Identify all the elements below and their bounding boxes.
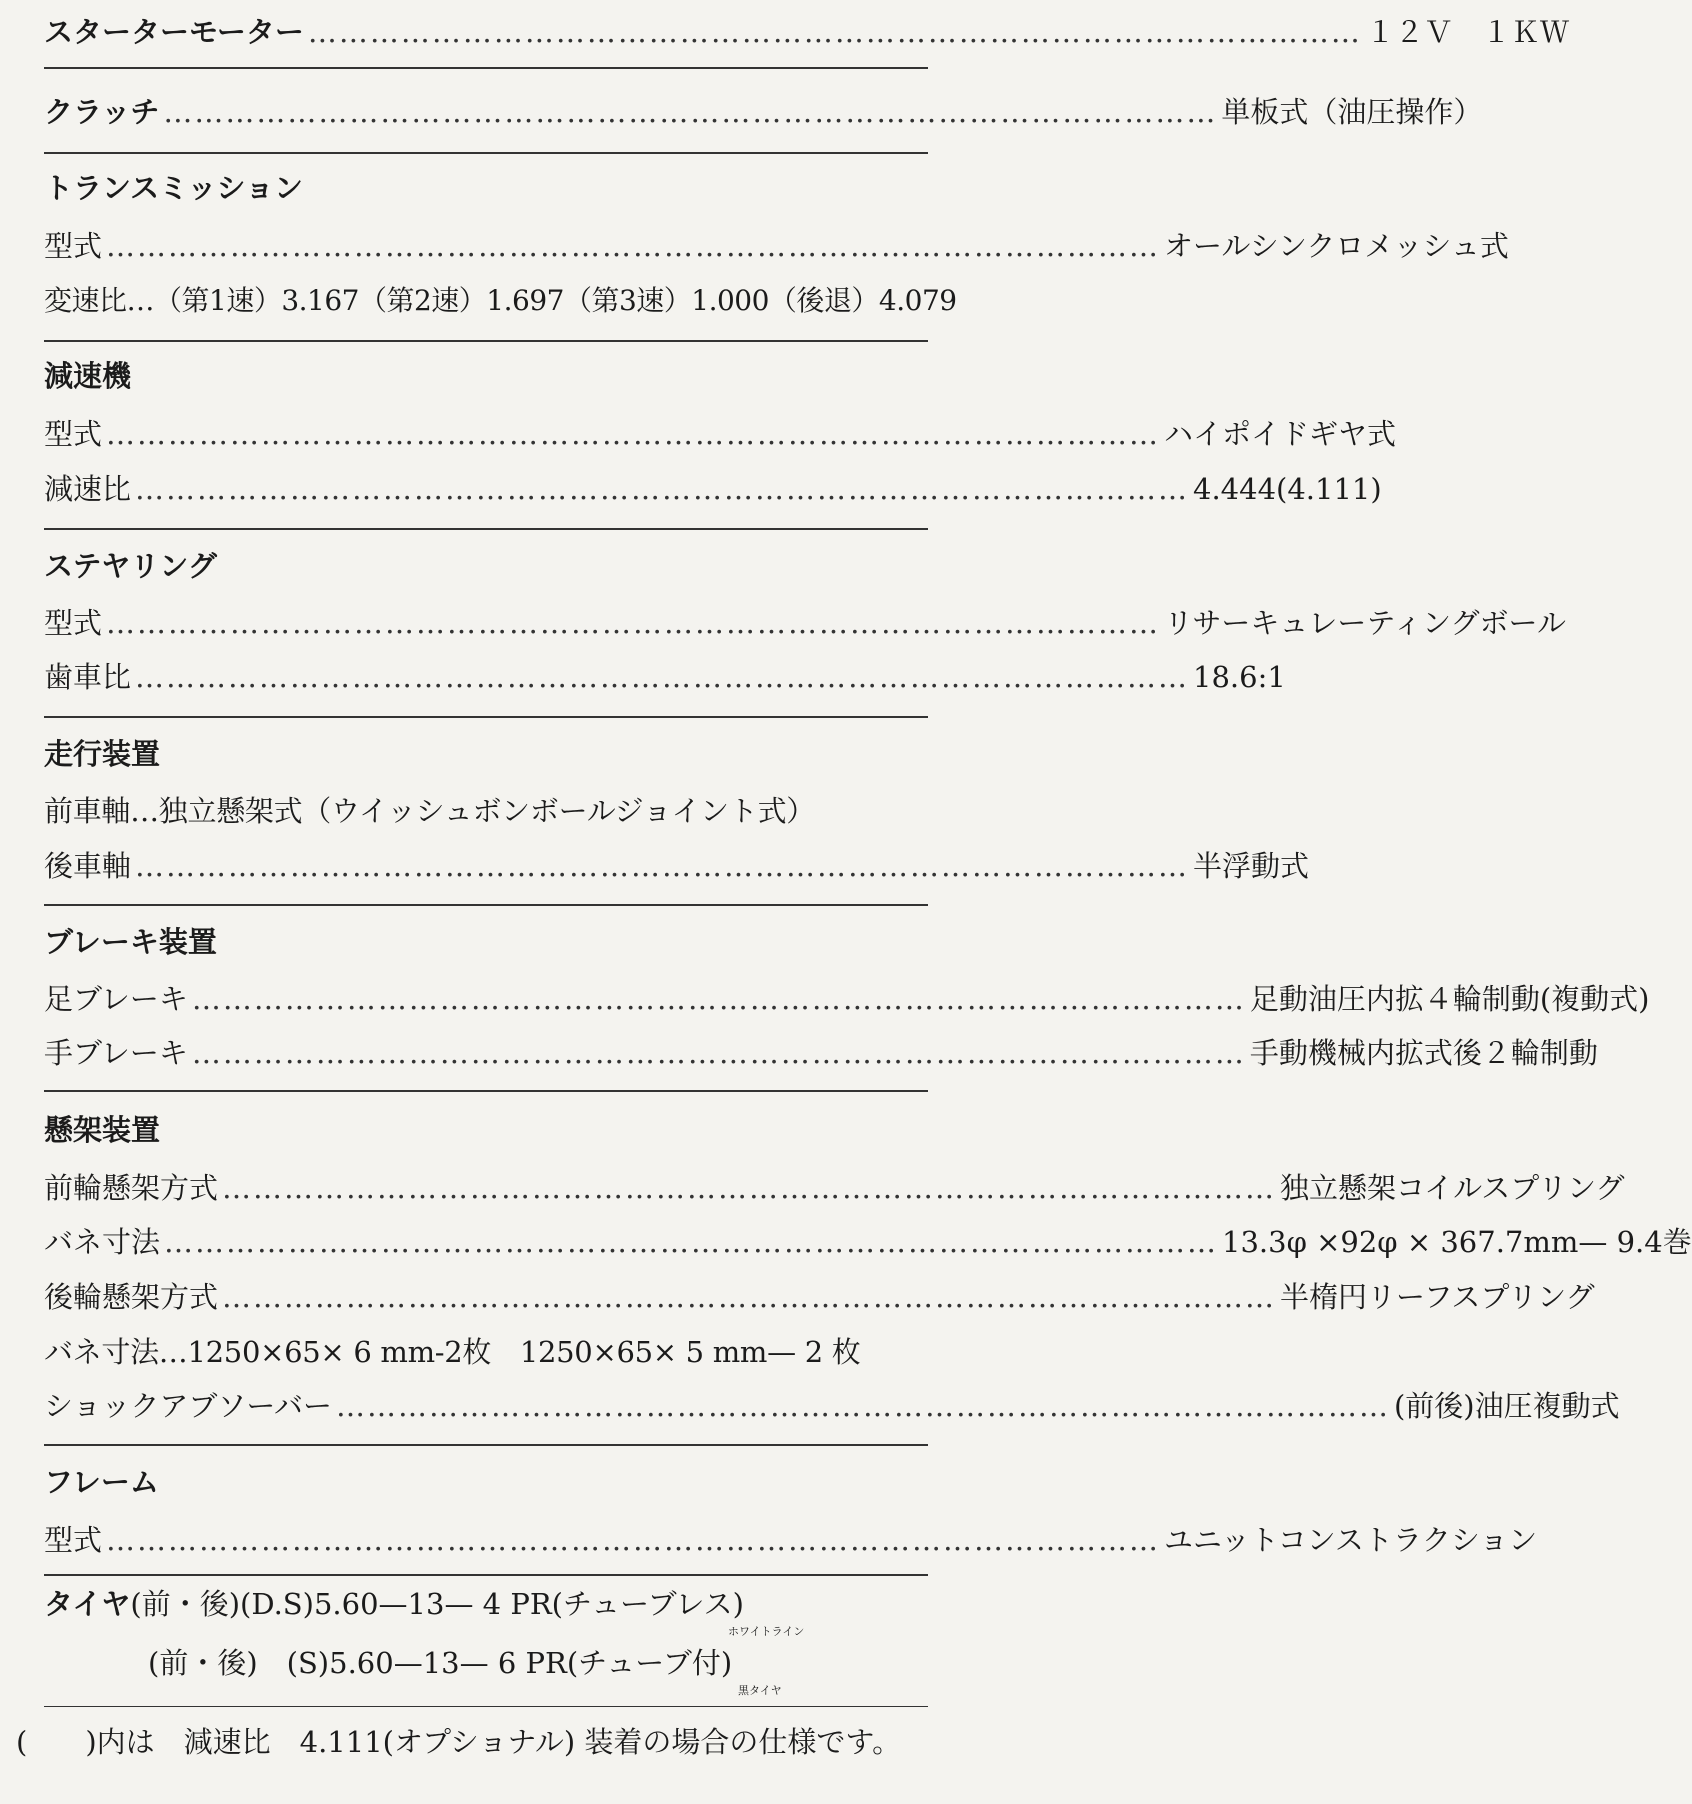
spec-value: 13.3φ ×92φ × 367.7mm— 9.4巻 xyxy=(1222,1225,1692,1259)
spec-rear-suspension xyxy=(44,1277,1595,1317)
spec-foot-brake xyxy=(44,979,1650,1019)
spec-value: (前後)油圧複動式 xyxy=(1393,1389,1620,1423)
dot-leader: ………………………………………………………………………………………… xyxy=(106,606,1161,640)
dot-leader: ………………………………………………………………………………………… xyxy=(222,1280,1277,1314)
section-heading-steering: ステヤリング xyxy=(44,549,217,583)
spec-label: 前輪懸架方式 xyxy=(44,1171,219,1205)
spec-front-axle: 前車軸…独立懸架式（ウイッシュボンボールジョイント式） xyxy=(44,794,815,828)
spec-label: タイヤ xyxy=(44,1587,131,1621)
spec-label: 型式 xyxy=(44,1523,103,1557)
spec-front-suspension xyxy=(44,1168,1625,1208)
spec-rear-spring: バネ寸法…1250×65× 6 mm-2枚 1250×65× 5 mm— 2 枚 xyxy=(44,1335,861,1369)
spec-label: 減速比 xyxy=(44,472,132,506)
dot-leader: ………………………………………………………………………………………… xyxy=(106,229,1161,263)
spec-label: スターターモーター xyxy=(44,15,304,49)
section-divider xyxy=(44,716,928,718)
dot-leader: ………………………………………………………………………………………… xyxy=(163,95,1218,129)
spec-label: ショックアブソーバー xyxy=(44,1389,332,1423)
spec-starter xyxy=(44,12,1569,52)
spec-value: 半楕円リーフスプリング xyxy=(1280,1280,1595,1314)
spec-transmission-type xyxy=(44,226,1509,266)
dot-leader: ………………………………………………………………………………………… xyxy=(106,1523,1161,1557)
spec-label: 後輪懸架方式 xyxy=(44,1280,219,1314)
spec-label: 型式 xyxy=(44,417,103,451)
section-divider xyxy=(44,152,928,154)
spec-tire-line-1 xyxy=(44,1584,744,1624)
dot-leader: ………………………………………………………………………………………… xyxy=(191,1036,1246,1070)
section-divider xyxy=(44,1090,928,1092)
spec-value: 足動油圧内拡４輪制動(複動式) xyxy=(1249,982,1650,1016)
dot-leader: ………………………………………………………………………………………… xyxy=(307,15,1362,49)
spec-value: ハイポイドギヤ式 xyxy=(1164,417,1397,451)
dot-leader: ………………………………………………………………………………………… xyxy=(164,1225,1219,1259)
ruby-annotation: ホワイトライン xyxy=(728,1625,805,1638)
section-divider xyxy=(44,904,928,906)
section-heading-reduction: 減速機 xyxy=(44,359,132,393)
spec-value: 単板式（油圧操作） xyxy=(1221,95,1483,129)
spec-value: 18.6:1 xyxy=(1193,660,1286,694)
spec-label: 足ブレーキ xyxy=(44,982,188,1016)
spec-value: 半浮動式 xyxy=(1193,849,1310,883)
spec-transmission-ratio: 変速比…（第1速）3.167（第2速）1.697（第3速）1.000（後退）4.079 xyxy=(44,284,957,317)
section-divider xyxy=(44,1444,928,1446)
footnote: ( )内は 減速比 4.111(オプショナル) 装着の場合の仕様です。 xyxy=(16,1725,902,1759)
spec-frame-type xyxy=(44,1520,1538,1560)
spec-label: 型式 xyxy=(44,606,103,640)
spec-value: 独立懸架コイルスプリング xyxy=(1280,1171,1625,1205)
dot-leader: ………………………………………………………………………………………… xyxy=(106,417,1161,451)
spec-reduction-type xyxy=(44,414,1397,454)
spec-value: オールシンクロメッシュ式 xyxy=(1164,229,1509,263)
spec-value: 4.444(4.111) xyxy=(1193,472,1382,506)
spec-label: 後車軸 xyxy=(44,849,132,883)
spec-value: ユニットコンストラクション xyxy=(1164,1523,1538,1557)
spec-front-spring xyxy=(44,1222,1692,1262)
spec-label: バネ寸法 xyxy=(44,1225,161,1259)
spec-clutch xyxy=(44,92,1483,132)
section-heading-transmission: トランスミッション xyxy=(44,171,303,205)
dot-leader: ………………………………………………………………………………………… xyxy=(135,472,1190,506)
spec-steering-type xyxy=(44,603,1566,643)
dot-leader: ………………………………………………………………………………………… xyxy=(135,849,1190,883)
section-divider xyxy=(44,1706,928,1707)
spec-label: 歯車比 xyxy=(44,660,132,694)
dot-leader: ………………………………………………………………………………………… xyxy=(191,982,1246,1016)
section-heading-brake: ブレーキ装置 xyxy=(44,925,217,959)
section-divider xyxy=(44,67,928,69)
dot-leader: ………………………………………………………………………………………… xyxy=(222,1171,1277,1205)
spec-label: 手ブレーキ xyxy=(44,1036,188,1070)
section-divider xyxy=(44,528,928,530)
spec-value: リサーキュレーティングボール xyxy=(1164,606,1566,640)
section-heading-running: 走行装置 xyxy=(44,737,161,771)
section-divider xyxy=(44,1574,928,1576)
spec-value: (前・後)(D.S)5.60—13— 4 PR(チューブレス) xyxy=(130,1587,744,1621)
spec-steering-gear xyxy=(44,657,1286,697)
ruby-annotation: 黒タイヤ xyxy=(738,1684,782,1697)
spec-value: 手動機械内拡式後２輪制動 xyxy=(1249,1036,1598,1070)
spec-rear-axle xyxy=(44,846,1310,886)
spec-label: クラッチ xyxy=(44,95,160,129)
spec-shock-absorber xyxy=(44,1386,1620,1426)
spec-hand-brake xyxy=(44,1033,1598,1073)
spec-reduction-ratio xyxy=(44,469,1382,509)
spec-tire-line-2: (前・後) (S)5.60—13— 6 PR(チューブ付) xyxy=(148,1646,733,1680)
section-heading-frame: フレーム xyxy=(44,1465,159,1499)
section-divider xyxy=(44,340,928,342)
dot-leader: ………………………………………………………………………………………… xyxy=(135,660,1190,694)
spec-label: 型式 xyxy=(44,229,103,263)
spec-value: １２Ｖ １ＫＷ xyxy=(1365,15,1569,49)
section-heading-suspension: 懸架装置 xyxy=(44,1113,161,1147)
dot-leader: ………………………………………………………………………………………… xyxy=(335,1389,1390,1423)
